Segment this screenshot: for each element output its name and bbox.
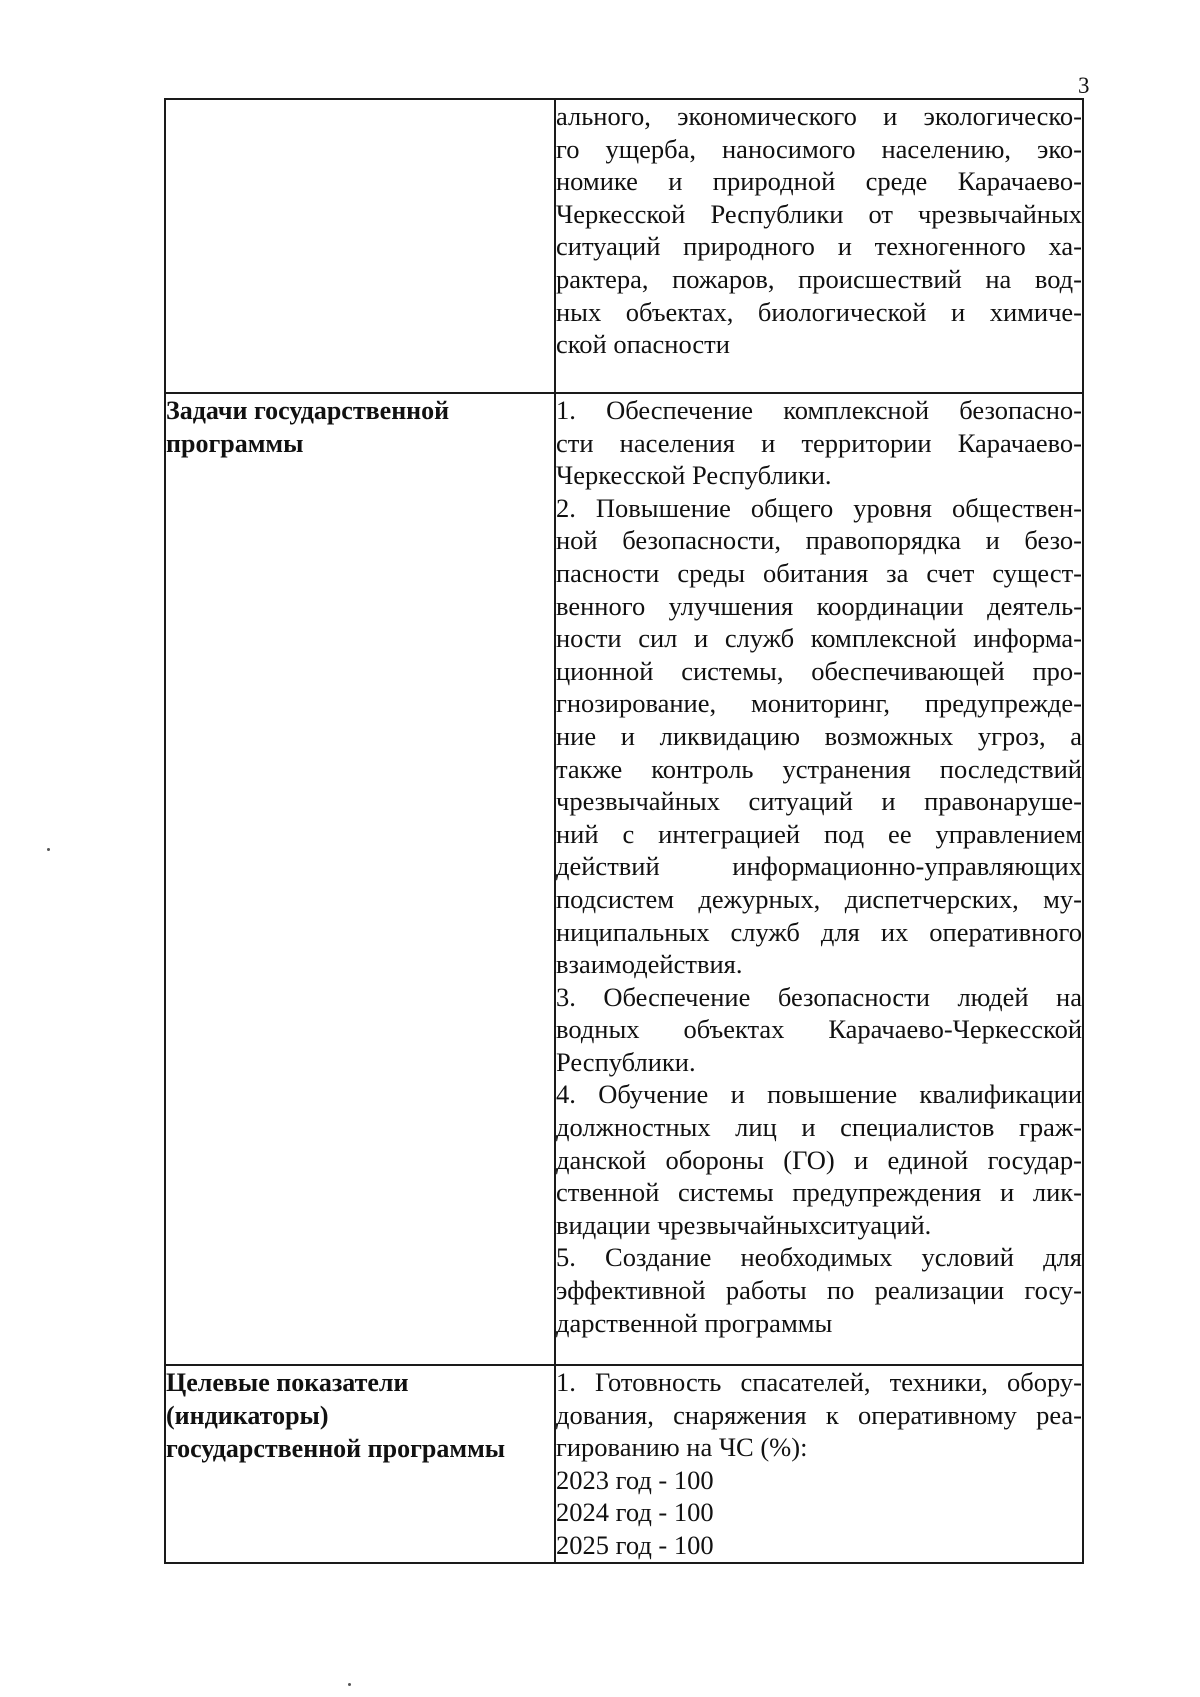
row-content-line: рактера, пожаров, происшествий на вод- xyxy=(556,263,1082,294)
row-content-line: номике и природной среде Карачаево- xyxy=(556,166,1082,197)
row-content-line: ционной системы, обеспечивающей про- xyxy=(556,655,1082,686)
row-content-line: 1. Готовность спасателей, техники, обору- xyxy=(556,1367,1082,1397)
row-content-line: ной безопасности, правопорядка и безо- xyxy=(556,525,1082,556)
row-content-line: гированию на ЧС (%): xyxy=(556,1432,808,1463)
row-label-cell xyxy=(165,393,555,1365)
row-content-line: гнозирование, мониторинг, предупрежде- xyxy=(556,688,1082,719)
row-content-line: ных объектах, биологической и химиче- xyxy=(556,296,1082,327)
row-label-line: государственной программы xyxy=(166,1434,506,1463)
row-content-line: 2023 год - 100 xyxy=(556,1464,714,1495)
program-passport-table xyxy=(164,98,1084,1564)
row-content-line: действий информационно-управляющих xyxy=(556,851,1082,882)
row-content-line: Черкесской Республики. xyxy=(556,460,832,491)
row-content-line: 3. Обеспечение безопасности людей на xyxy=(556,981,1082,1012)
row-label-line: Задачи государственной xyxy=(166,396,450,425)
row-content-line: ние и ликвидацию возможных угроз, а xyxy=(556,720,1082,751)
table-row-program-tasks xyxy=(165,393,1083,1365)
row-label-cell xyxy=(165,99,555,393)
row-content-line: 2. Повышение общего уровня обществен- xyxy=(556,492,1082,523)
row-content-line: Черкесской Республики от чрезвычайных xyxy=(556,198,1082,229)
row-content-line: дарственной программы xyxy=(556,1307,833,1338)
row-content-line: пасности среды обитания за счет сущест- xyxy=(556,557,1082,588)
row-content-line: 2025 год - 100 xyxy=(556,1529,714,1560)
scan-speck xyxy=(47,848,50,851)
row-content-line: должностных лиц и специалистов граж- xyxy=(556,1112,1082,1143)
row-content-line: ниципальных служб для их оперативного xyxy=(556,916,1082,947)
row-content-line: эффективной работы по реализации госу- xyxy=(556,1275,1082,1306)
row-label-line: программы xyxy=(166,429,304,458)
row-content-line: Республики. xyxy=(556,1046,696,1077)
row-content-line: венного улучшения координации деятель- xyxy=(556,590,1082,621)
row-content-line: ности сил и служб комплексной информа- xyxy=(556,623,1082,654)
row-content-line: подсистем дежурных, диспетчерских, му- xyxy=(556,883,1082,914)
page-number: 3 xyxy=(1078,73,1090,98)
row-content-line: 4. Обучение и повышение квалификации xyxy=(556,1079,1082,1110)
row-label-cell xyxy=(165,1365,555,1563)
row-content-cell xyxy=(555,393,1083,1365)
row-content-line: данской обороны (ГО) и единой государ- xyxy=(556,1144,1082,1175)
row-content-line: сти населения и территории Карачаево- xyxy=(556,427,1082,458)
row-label-line: (индикаторы) xyxy=(166,1401,329,1430)
row-content-line: ального, экономического и экологическо- xyxy=(556,101,1082,131)
row-content-line: чрезвычайных ситуаций и правонаруше- xyxy=(556,786,1082,817)
row-content-line: дования, снаряжения к оперативному реа- xyxy=(556,1399,1082,1430)
row-content-line: 5. Создание необходимых условий для xyxy=(556,1242,1082,1273)
row-content-line: ской опасности xyxy=(556,329,730,360)
row-content-line: ний с интеграцией под ее управлением xyxy=(556,818,1082,849)
row-content-cell xyxy=(555,1365,1083,1563)
row-label-line: Целевые показатели xyxy=(166,1368,409,1397)
table-row-goal-continuation xyxy=(165,99,1083,393)
row-content-line: го ущерба, наносимого населению, эко- xyxy=(556,133,1082,164)
row-content-line: 1. Обеспечение комплексной безопасно- xyxy=(556,395,1082,425)
row-content-line: ситуаций природного и техногенного ха- xyxy=(556,231,1082,262)
row-content-line: водных объектах Карачаево-Черкесской xyxy=(556,1014,1082,1045)
row-content-line: также контроль устранения последствий xyxy=(556,753,1082,784)
row-content-line: ственной системы предупреждения и лик- xyxy=(556,1177,1082,1208)
table-row-target-indicators xyxy=(165,1365,1083,1563)
row-content-cell xyxy=(555,99,1083,393)
row-content-line: взаимодействия. xyxy=(556,949,743,980)
scan-speck xyxy=(348,1683,351,1686)
row-content-line: 2024 год - 100 xyxy=(556,1497,714,1528)
row-content-line: видации чрезвычайныхситуаций. xyxy=(556,1209,932,1240)
